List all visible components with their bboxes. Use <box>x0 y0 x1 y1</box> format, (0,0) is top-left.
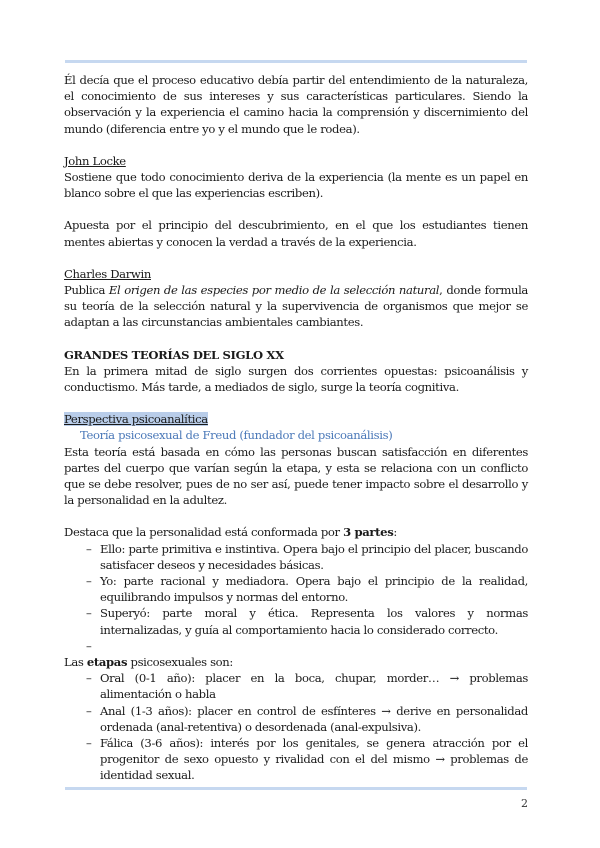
darwin-book-title: El origen de las especies por medio de la selección natural <box>108 283 440 298</box>
author-heading-darwin: Charles Darwin <box>64 266 151 281</box>
freud-paragraph: Esta teoría está basada en cómo las personas buscan satisfacción en diferentes partes del cuerpo que varían según la etapa, y esta se relaciona con un conflicto que se debe resolver, pues de no ser así, puede tener impacto sobre el desarrollo y la personalidad en la adultez. <box>64 444 528 508</box>
stages-keyword: etapas <box>86 654 128 669</box>
list-item-falica: – Fálica (3-6 años): interés por los genitales, se genera atracción por el progenitor de sexo opuesto y rivalidad con el del mismo → problemas de identidad sexual. <box>64 735 528 784</box>
list-item-oral: – Oral (0-1 año): placer en la boca, chupar, morder… → problemas alimentación o habla <box>64 670 528 702</box>
page-content <box>64 72 528 784</box>
freud-subheading: Teoría psicosexual de Freud (fundador del psicoanálisis) <box>80 428 393 443</box>
list-item-anal: – Anal (1-3 años): placer en control de esfínteres → derive en personalidad ordenada (anal-retentiva) o desordenada (anal-expulsiva). <box>64 703 528 735</box>
section-title-theories: GRANDES TEORÍAS DEL SIGLO XX <box>64 347 284 362</box>
stages-intro: Las etapas psicosexuales son: <box>64 654 233 669</box>
personality-intro: Destaca que la personalidad está conformada por 3 partes: <box>64 525 397 540</box>
stages-list <box>64 670 528 783</box>
locke-paragraph-1: Sostiene que todo conocimiento deriva de la experiencia (la mente es un papel en blanco sobre el que las experiencias escriben). <box>64 170 528 201</box>
locke-paragraph-2: Apuesta por el principio del descubrimiento, en el que los estudiantes tienen mentes abiertas y conocen la verdad a través de la experiencia. <box>64 218 528 249</box>
list-item-ello: – Ello: parte primitiva e instintiva. Opera bajo el principio del placer, buscando satisfacer deseos y necesidades básicas. <box>64 541 528 573</box>
personality-list <box>64 541 528 654</box>
page-number: 2 <box>521 797 528 810</box>
author-heading-locke: John Locke <box>64 153 126 168</box>
list-item-empty <box>64 638 528 654</box>
theories-paragraph: En la primera mitad de siglo surgen dos corrientes opuestas: psicoanálisis y conductismo. Más tarde, a mediados de siglo, surge la teoría cognitiva. <box>64 363 528 395</box>
footer-rule <box>65 787 527 790</box>
psychoanalytic-heading-line <box>64 411 528 427</box>
darwin-text-post: , donde formula su teoría de la selección natural y la supervivencia de organismos que mejor se adaptan a las circunstancias ambientales cambiantes. <box>64 283 528 330</box>
personality-parts-count: 3 partes <box>343 525 394 540</box>
darwin-text-pre: Publica <box>64 283 109 298</box>
list-item-superyo: – Superyó: parte moral y ética. Representa los valores y normas internalizadas, y guía al comportamiento hacia lo considerado correcto. <box>64 605 528 637</box>
darwin-paragraph <box>64 282 528 331</box>
intro-paragraph: Él decía que el proceso educativo debía partir del entendimiento de la naturaleza, el conocimiento de sus intereses y sus características particulares. Siendo la observación y la experiencia el camino hacia la comprensión y discernimiento del mundo (diferencia entre yo y el mundo que le rodea). <box>64 73 528 136</box>
psychoanalytic-heading: Perspectiva psicoanalítica <box>64 412 208 427</box>
header-rule <box>65 60 527 63</box>
list-item-yo: – Yo: parte racional y mediadora. Opera bajo el principio de la realidad, equilibrando impulsos y normas del entorno. <box>64 573 528 605</box>
